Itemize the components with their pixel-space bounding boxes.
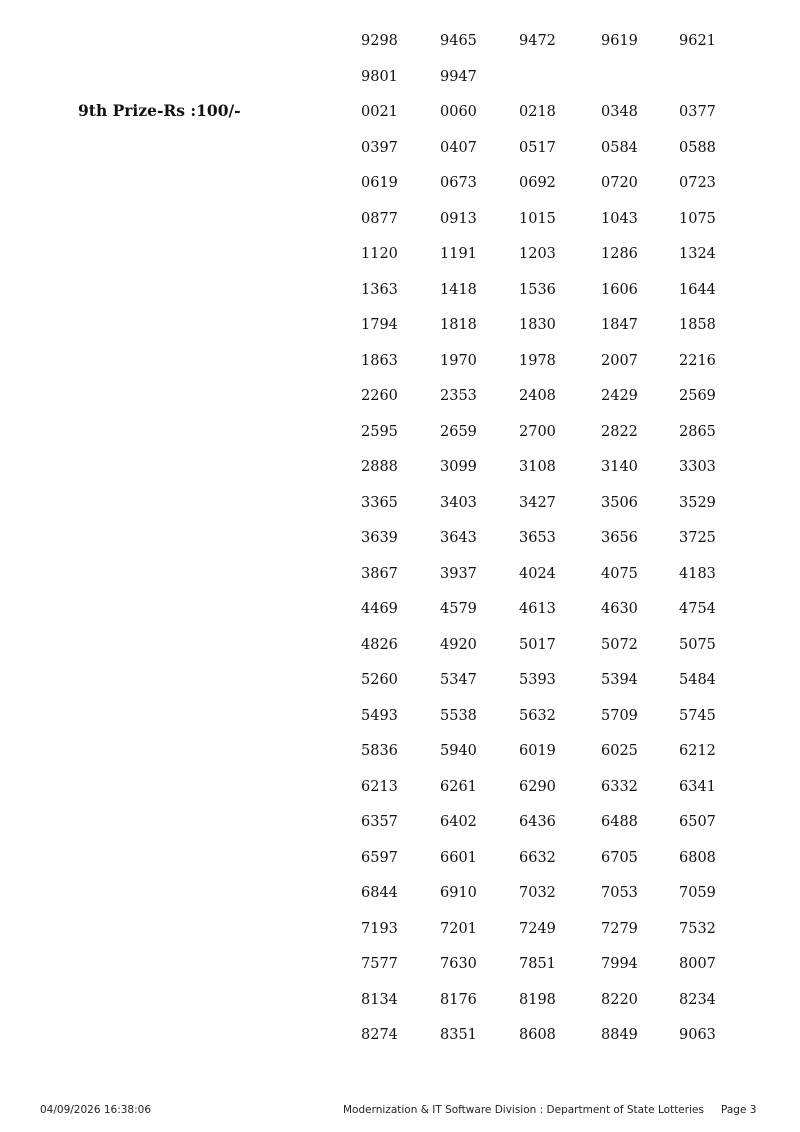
ticket-number: 6261 [440,778,477,795]
ticket-number: 4024 [519,565,556,582]
prize-number-row [0,100,800,124]
ticket-number: 9465 [440,33,477,49]
ticket-number: 4469 [361,601,398,617]
ticket-number: 3140 [601,459,638,475]
ticket-number: 8198 [519,991,556,1008]
ticket-number: 0877 [361,210,398,227]
ticket-number: 6402 [440,814,477,830]
ticket-number: 5347 [440,672,477,688]
ticket-number: 5072 [601,636,638,653]
ticket-number: 4579 [440,601,477,617]
ticket-number: 0060 [440,104,477,120]
footer-timestamp: 04/09/2026 16:38:06 [40,1104,152,1116]
ticket-number: 4183 [679,565,716,582]
ticket-number: 6290 [519,778,556,795]
prize-number-row [0,633,800,657]
ticket-number: 3725 [679,530,716,546]
ticket-number: 6213 [361,778,398,795]
ticket-number: 1015 [519,210,556,227]
ticket-number: 1363 [361,281,398,298]
ticket-number: 9947 [440,68,477,85]
ticket-number: 2260 [361,388,398,404]
ticket-number: 5632 [519,707,556,724]
ticket-number: 4754 [679,601,716,617]
ticket-number: 2007 [601,352,638,369]
prize-number-row [0,562,800,586]
ticket-number: 6332 [601,778,638,795]
ticket-number: 8849 [601,1027,638,1043]
prize-number-row [0,952,800,976]
prize-number-row [0,491,800,515]
ticket-number: 0720 [601,175,638,191]
ticket-number: 6488 [601,814,638,830]
ticket-number: 7201 [440,920,477,937]
ticket-number: 1863 [361,352,398,369]
prize-number-row [0,846,800,870]
ticket-number: 2569 [679,388,716,404]
ticket-number: 5017 [519,636,556,653]
ticket-number: 5484 [679,672,716,688]
ticket-number: 1830 [519,317,556,333]
ticket-number: 1978 [519,352,556,369]
ticket-number: 7994 [601,956,638,972]
ticket-number: 0588 [679,139,716,156]
ticket-number: 3643 [440,530,477,546]
prize-number-row [0,278,800,302]
ticket-number: 0218 [519,104,556,120]
ticket-number: 7630 [440,956,477,972]
ticket-number: 8274 [361,1027,398,1043]
ticket-number: 7279 [601,920,638,937]
ticket-number: 3099 [440,459,477,475]
ticket-number: 2429 [601,388,638,404]
ticket-number: 5493 [361,707,398,724]
ticket-number: 3937 [440,565,477,582]
prize-number-row [0,917,800,941]
ticket-number: 1536 [519,281,556,298]
prize-number-row [0,207,800,231]
prize-number-row [0,704,800,728]
ticket-number: 1606 [601,281,638,298]
footer-division: Modernization & IT Software Division : Department of State Lotteries [343,1104,704,1116]
ticket-number: 7851 [519,956,556,972]
ticket-number: 9063 [679,1027,716,1043]
ticket-number: 1286 [601,246,638,262]
ticket-number: 7059 [679,885,716,901]
ticket-number: 2659 [440,423,477,440]
prize-number-row [0,136,800,160]
prize-number-row [0,988,800,1012]
ticket-number: 7193 [361,920,398,937]
ticket-number: 1075 [679,210,716,227]
ticket-number: 6212 [679,743,716,759]
ticket-number: 6025 [601,743,638,759]
ticket-number: 2700 [519,423,556,440]
ticket-number: 6844 [361,885,398,901]
ticket-number: 1203 [519,246,556,262]
prize-number-row [0,171,800,195]
ticket-number: 3656 [601,530,638,546]
ticket-number: 8007 [679,956,716,972]
ticket-number: 0673 [440,175,477,191]
ticket-number: 1418 [440,281,477,298]
ticket-number: 0397 [361,139,398,156]
prize-number-row [0,1023,800,1047]
ticket-number: 0692 [519,175,556,191]
ticket-number: 8134 [361,991,398,1008]
ticket-number: 1043 [601,210,638,227]
ticket-number: 6601 [440,849,477,866]
ticket-number: 6507 [679,814,716,830]
ticket-number: 3639 [361,530,398,546]
ticket-number: 5394 [601,672,638,688]
ticket-number: 8351 [440,1027,477,1043]
prize-number-row [0,597,800,621]
ticket-number: 2888 [361,459,398,475]
ticket-number: 8608 [519,1027,556,1043]
ticket-number: 3653 [519,530,556,546]
ticket-number: 3506 [601,494,638,511]
prize-number-row [0,739,800,763]
ticket-number: 0407 [440,139,477,156]
prize-number-row [0,668,800,692]
ticket-number: 6910 [440,885,477,901]
carryover-number-row [0,29,800,53]
ticket-number: 0723 [679,175,716,191]
ticket-number: 0913 [440,210,477,227]
ticket-number: 4920 [440,636,477,653]
ticket-number: 6597 [361,849,398,866]
ticket-number: 8234 [679,991,716,1008]
ticket-number: 0021 [361,104,398,120]
ticket-number: 5745 [679,707,716,724]
ticket-number: 7577 [361,956,398,972]
ticket-number: 3867 [361,565,398,582]
ticket-number: 1644 [679,281,716,298]
ticket-number: 5075 [679,636,716,653]
prize-number-row [0,313,800,337]
ticket-number: 0619 [361,175,398,191]
ticket-number: 9801 [361,68,398,85]
ticket-number: 3303 [679,459,716,475]
ticket-number: 1120 [361,246,398,262]
ticket-number: 9472 [519,33,556,49]
ticket-number: 5836 [361,743,398,759]
prize-number-row [0,810,800,834]
ticket-number: 7032 [519,885,556,901]
ticket-number: 5709 [601,707,638,724]
ticket-number: 6357 [361,814,398,830]
ticket-number: 2822 [601,423,638,440]
ticket-number: 8220 [601,991,638,1008]
prize-number-row [0,242,800,266]
ticket-number: 1847 [601,317,638,333]
carryover-number-row [0,65,800,89]
ticket-number: 2353 [440,388,477,404]
ticket-number: 5260 [361,672,398,688]
ticket-number: 2216 [679,352,716,369]
ticket-number: 6341 [679,778,716,795]
ticket-number: 1970 [440,352,477,369]
prize-number-row [0,420,800,444]
ticket-number: 4630 [601,601,638,617]
ticket-number: 6019 [519,743,556,759]
ticket-number: 3529 [679,494,716,511]
ticket-number: 2865 [679,423,716,440]
ticket-number: 4613 [519,601,556,617]
ticket-number: 5940 [440,743,477,759]
ticket-number: 9619 [601,33,638,49]
ticket-number: 0377 [679,104,716,120]
ticket-number: 0517 [519,139,556,156]
ticket-number: 5393 [519,672,556,688]
ticket-number: 2595 [361,423,398,440]
ticket-number: 1858 [679,317,716,333]
ticket-number: 9621 [679,33,716,49]
ticket-number: 1324 [679,246,716,262]
prize-number-row [0,349,800,373]
ticket-number: 1818 [440,317,477,333]
ticket-number: 6436 [519,814,556,830]
ticket-number: 6632 [519,849,556,866]
ticket-number: 4075 [601,565,638,582]
ticket-number: 3403 [440,494,477,511]
prize-number-row [0,881,800,905]
ticket-number: 7532 [679,920,716,937]
ticket-number: 6705 [601,849,638,866]
ticket-number: 3365 [361,494,398,511]
prize-number-row [0,455,800,479]
footer-page-number: Page 3 [721,1104,757,1116]
prize-number-row [0,384,800,408]
ticket-number: 8176 [440,991,477,1008]
ticket-number: 3108 [519,459,556,475]
ticket-number: 5538 [440,707,477,724]
ticket-number: 1191 [440,246,477,262]
ticket-number: 7053 [601,885,638,901]
ticket-number: 9298 [361,33,398,49]
ticket-number: 4826 [361,636,398,653]
prize-heading-9th: 9th Prize-Rs :100/- [78,101,241,120]
prize-number-row [0,775,800,799]
ticket-number: 7249 [519,920,556,937]
ticket-number: 1794 [361,317,398,333]
ticket-number: 0348 [601,104,638,120]
ticket-number: 6808 [679,849,716,866]
prize-number-row [0,526,800,550]
ticket-number: 0584 [601,139,638,156]
ticket-number: 3427 [519,494,556,511]
ticket-number: 2408 [519,388,556,404]
